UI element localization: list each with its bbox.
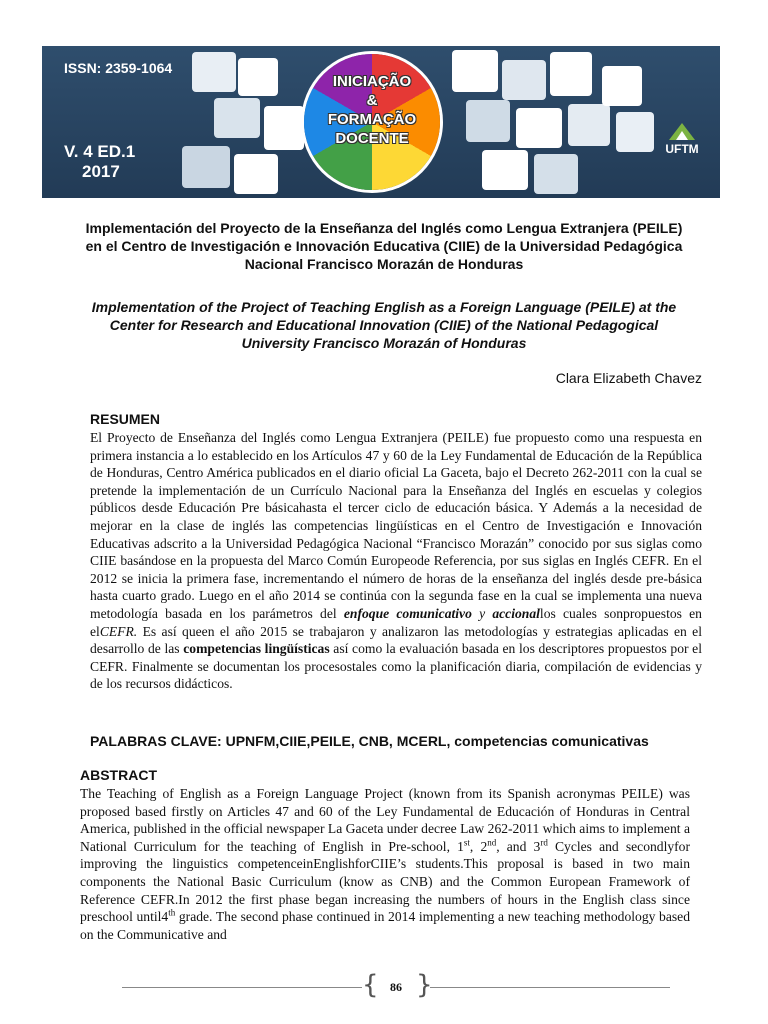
puzzle-piece <box>568 104 610 146</box>
abstract-text: , 2 <box>469 838 488 854</box>
puzzle-piece <box>192 52 236 92</box>
superscript: nd <box>487 837 497 848</box>
right-brace-icon: } <box>416 970 433 1000</box>
puzzle-piece <box>534 154 578 194</box>
title-english: Implementation of the Project of Teaching English as a Foreign Language (PEILE) at the Center for Research and Educational Innovation (CIIE) of the National Pedagogical University Francisco Morazán of Honduras <box>91 299 677 351</box>
author-name: Clara Elizabeth Chavez <box>555 370 702 386</box>
journal-banner <box>42 46 720 198</box>
resumen-text: y <box>471 605 493 621</box>
keywords-line: PALABRAS CLAVE: UPNFM,CIIE,PEILE, CNB, MCERL, competencias comunicativas <box>90 733 649 749</box>
puzzle-piece <box>616 112 654 152</box>
resumen-text: Es así queen el año 2015 se trabajaron y analizaron las metodologías y estrategias aplicadas en el desarrollo de las <box>90 623 702 657</box>
abstract-heading: ABSTRACT <box>80 767 157 783</box>
puzzle-piece <box>466 100 510 142</box>
abstract-text: The Teaching of English as a Foreign Language Project (known from its Spanish acronymas PEILE) was proposed based firstly on Articles 47 and 60 of the Ley Fundamental de Educación of Honduras in Central America, published in the official newspaper La Gaceta under decree Law 262-2011 which aims to implement a National Curriculum for the teaching of English in Pre-school, 1 <box>80 786 690 854</box>
puzzle-piece <box>502 60 546 100</box>
logo-line: INICIAÇÃO <box>332 73 412 90</box>
footer-rule-left <box>122 987 362 988</box>
issn-label: ISSN: 2359-1064 <box>64 60 173 76</box>
puzzle-piece <box>516 108 562 148</box>
puzzle-piece <box>238 58 278 96</box>
resumen-text: los cuales sonpropuestos en el <box>90 605 702 639</box>
page-number: 86 <box>390 980 402 994</box>
resumen-text: El Proyecto de Enseñanza del Inglés como Lengua Extranjera (PEILE) fue propuesto como una respuesta en primera instancia a lo establecido en los Artículos 47 y 60 de la Ley Fundamental de Educación de la República de Honduras, Centro América publicados en el diario oficial La Gaceta, bajo el Decreto 262-2011 con la cual se pretende la implementación de un Currículo Nacional para la Enseñanza del Inglés en escuelas y colegios públicos desde Educación Pre básicahasta el tercer ciclo de educación básica. Y Además a la necesidad de mejorar en la clase de inglés las competencias lingüísticas en el Centro de Investigación e Innovación Educativas adscrito a la Universidad Pedagógica Nacional “Francisco Morazán” conocido por sus siglas como CIIE basándose en la propuesta del Marco Común Europeode Referencia, por sus siglas en Inglés CEFR. En el 2012 se inicia la primera fase, incrementando el número de horas de la enseñanza del inglés desde pre-básica hasta cuarto grado. Luego en el año 2014 se continúa con la segunda fase en la cual se implementa una nueva metodología basada en los parámetros del <box>90 430 702 621</box>
superscript: rd <box>540 837 548 848</box>
puzzle-piece <box>482 150 528 190</box>
logo-line: & <box>366 92 378 109</box>
abstract-text: , and 3 <box>496 838 541 854</box>
footer-rule-right <box>430 987 670 988</box>
logo-line: FORMAÇÃO <box>327 111 417 128</box>
abstract-paragraph <box>80 785 690 943</box>
resumen-paragraph <box>90 429 702 693</box>
superscript: th <box>168 907 176 918</box>
resumen-heading: RESUMEN <box>90 411 161 427</box>
abstract-text: grade. The second phase continued in 2014 implementing a new teaching methodology based on the Communicative and <box>80 909 690 942</box>
logo-line: DOCENTE <box>335 130 409 147</box>
superscript: st <box>463 837 470 848</box>
resumen-emphasis: accional <box>492 605 540 621</box>
left-brace-icon: { <box>362 970 379 1000</box>
volume-edition: V. 4 ED.1 <box>64 142 136 161</box>
volume-year: 2017 <box>82 162 120 181</box>
title-spanish: Implementación del Proyecto de la Enseñanza del Inglés como Lengua Extranjera (PEILE) en el Centro de Investigación e Innovación Educativa (CIIE) de la Universidad Pedagógica Nacional Francisco Morazán de Honduras <box>85 220 683 272</box>
journal-logo-text <box>304 72 440 148</box>
puzzle-piece <box>550 52 592 96</box>
resumen-text: así como la evaluación basada en los descriptores propuestos por el CEFR. Finalmente se documentan los procesostales como la planificación diaria, compilación de evidencias y de los recursos didácticos. <box>90 641 702 692</box>
institution-label: UFTM <box>665 142 699 156</box>
puzzle-piece <box>452 50 498 92</box>
uftm-logo-icon <box>667 120 697 142</box>
abstract-text: Cycles and secondlyfor improving the linguistics competenceinEnglishforCIIE’s students.This proposal is based in two main components the National Basic Curriculum (know as CNB) and the Common European Framework of Reference CEFR.In 2012 the first phase began increasing the numbers of hours in the English class since preschool until4 <box>80 838 691 925</box>
puzzle-piece <box>234 154 278 194</box>
volume-label <box>64 142 154 182</box>
resumen-emphasis: competencias lingüísticas <box>183 641 330 657</box>
puzzle-piece <box>182 146 230 188</box>
resumen-emphasis: enfoque comunicativo <box>343 605 472 621</box>
puzzle-piece <box>214 98 260 138</box>
puzzle-piece <box>602 66 642 106</box>
resumen-emphasis: CEFR. <box>99 623 138 639</box>
puzzle-piece <box>264 106 304 150</box>
